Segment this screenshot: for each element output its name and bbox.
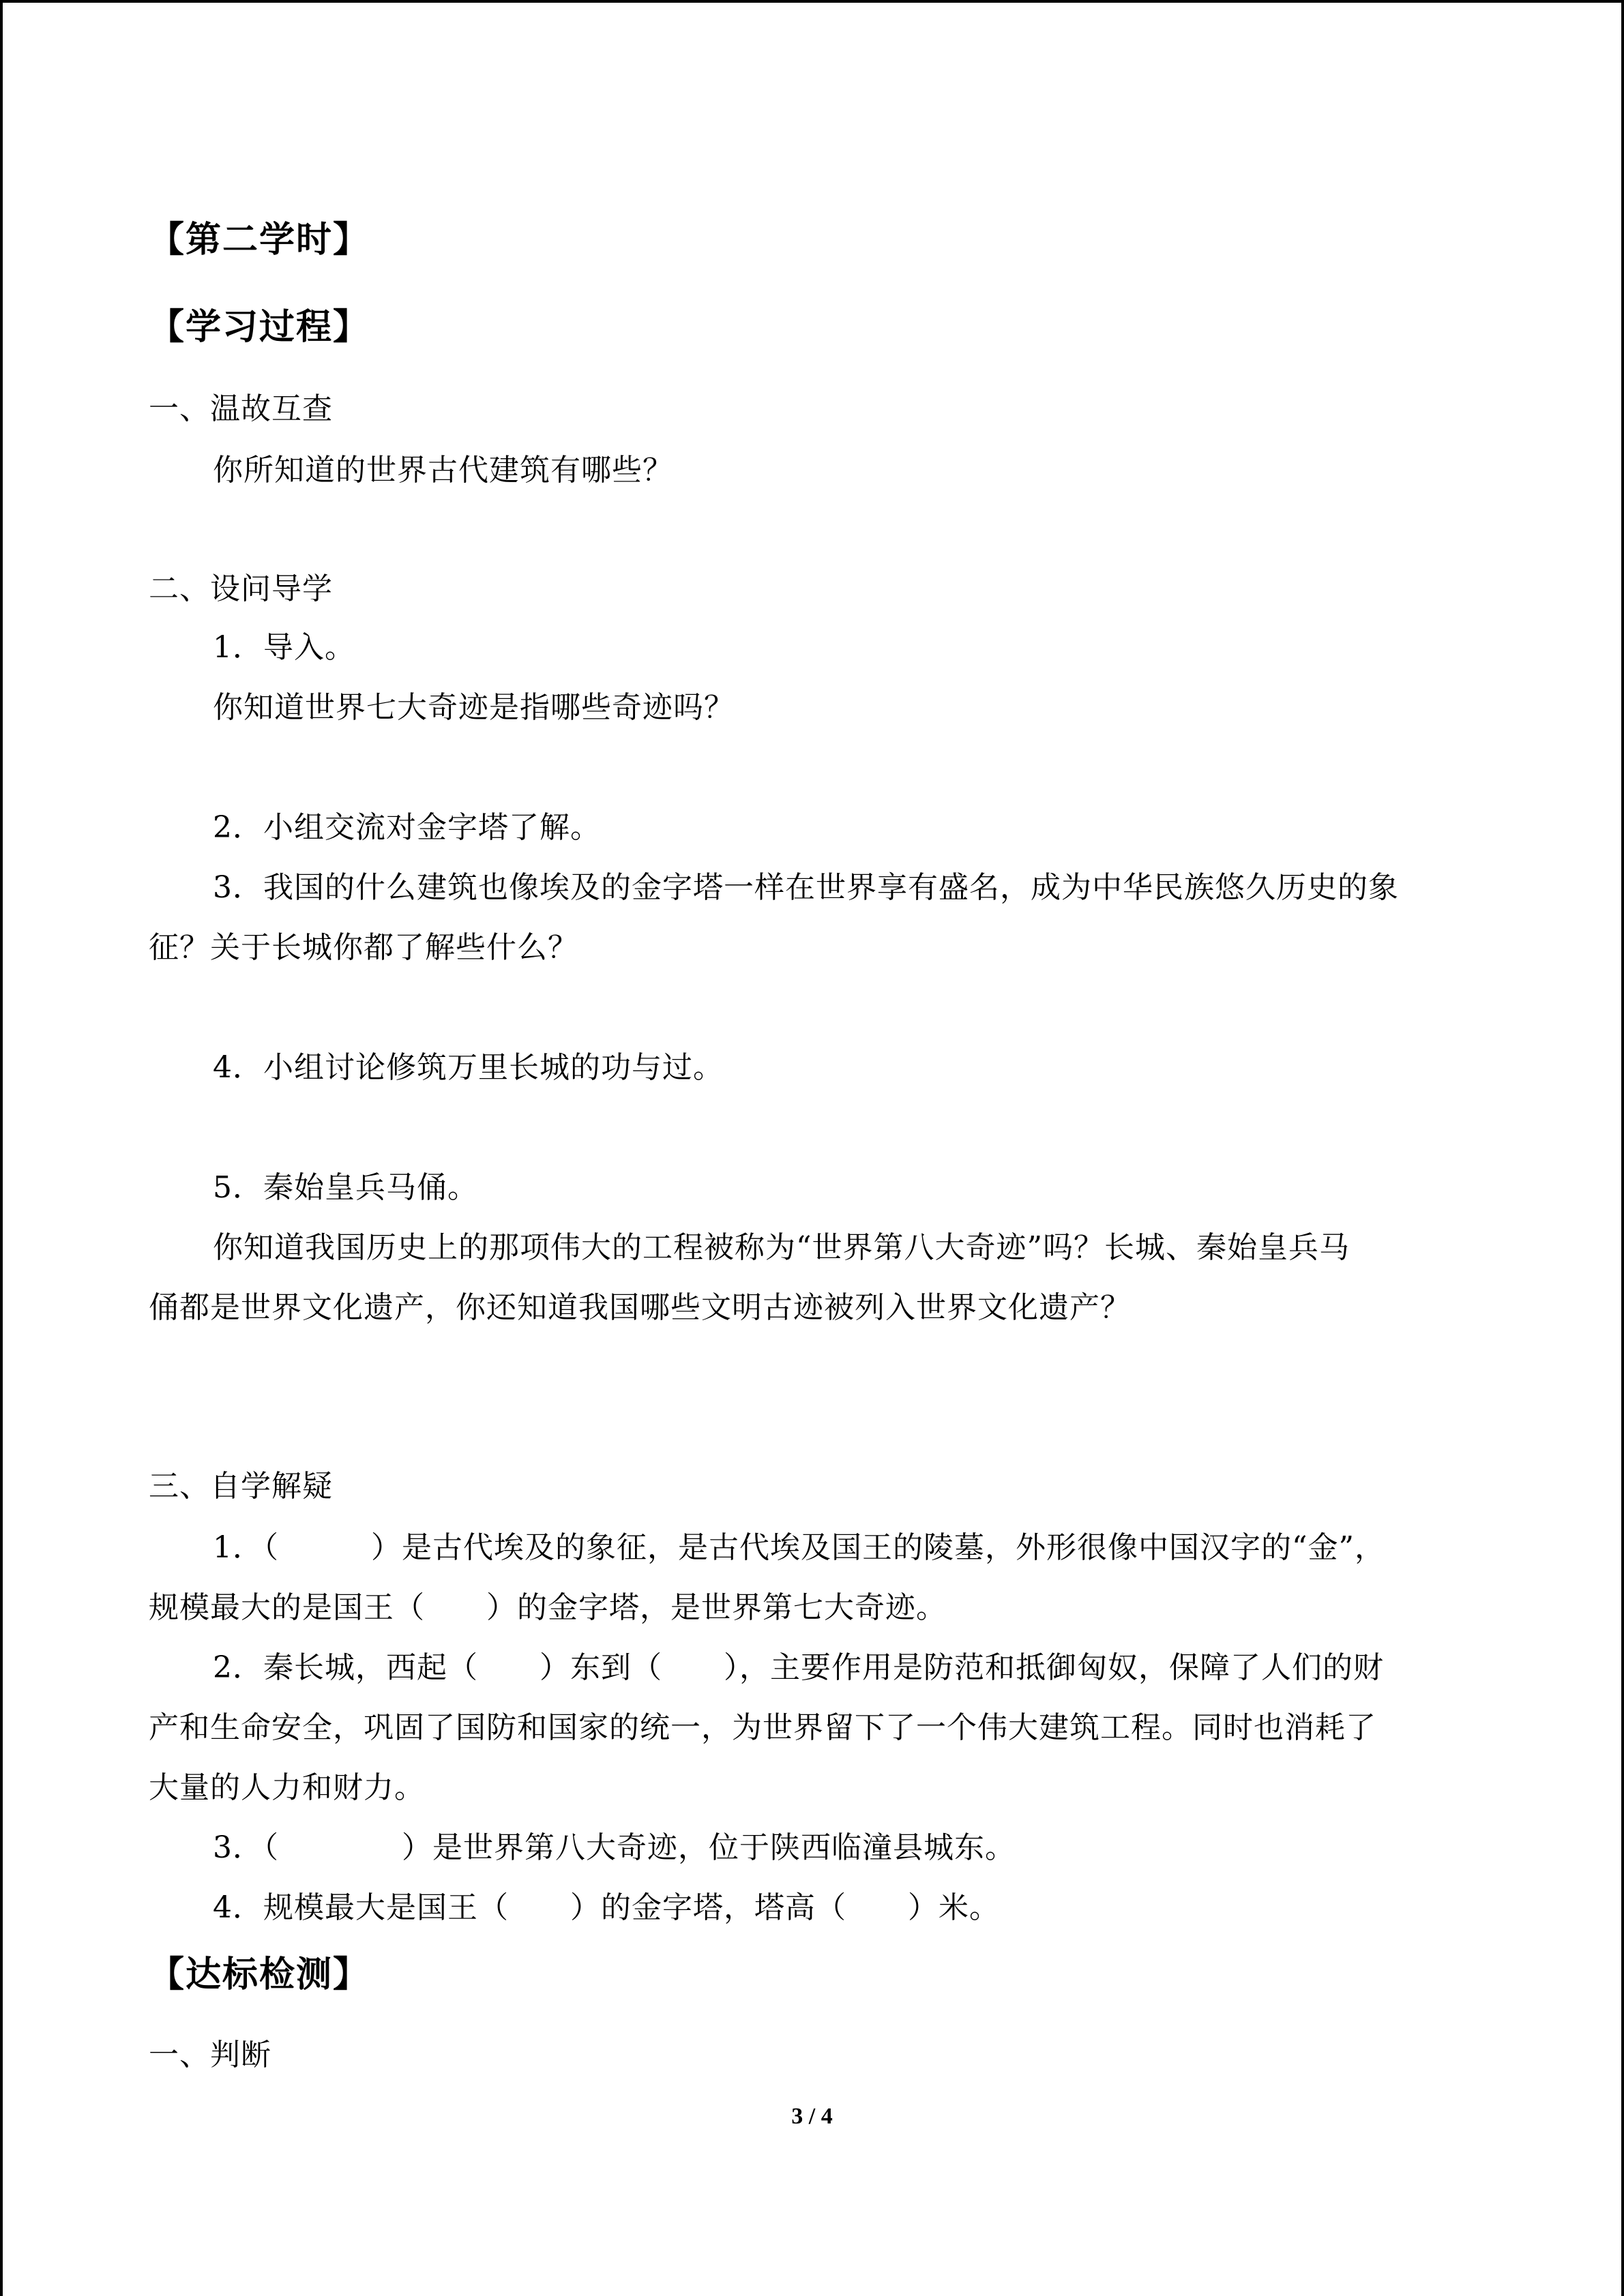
self-study-item-2-line2: 产和生命安全，巩固了国防和国家的统一，为世界留下了一个伟大建筑工程。同时也消耗了 <box>149 1710 1376 1745</box>
self-study-item-3: 3．（ ）是世界第八大奇迹，位于陕西临潼县城东。 <box>213 1830 1016 1865</box>
guided-item-2: 2．小组交流对金字塔了解。 <box>213 810 601 845</box>
section-title-judgment: 一、判断 <box>149 2038 271 2072</box>
section-title-self-study: 三、自学解疑 <box>149 1469 333 1504</box>
section-title-guided: 二、设问导学 <box>149 571 333 606</box>
guided-item-5-line1: 你知道我国历史上的那项伟大的工程被称为“世界第八大奇迹”吗？长城、秦始皇兵马 <box>213 1230 1350 1265</box>
guided-item-5-line2: 俑都是世界文化遗产，你还知道我国哪些文明古迹被列入世界文化遗产？ <box>149 1290 1131 1325</box>
guided-item-3-line2: 征？关于长城你都了解些什么？ <box>149 930 578 965</box>
self-study-item-1-line2: 规模最大的是国王（ ）的金字塔，是世界第七大奇迹。 <box>149 1590 947 1625</box>
self-study-item-1-line1: 1．（ ）是古代埃及的象征，是古代埃及国王的陵墓，外形很像中国汉字的“金”， <box>213 1530 1385 1565</box>
section-title-review: 一、温故互查 <box>149 391 333 426</box>
self-study-item-4: 4．规模最大是国王（ ）的金字塔，塔高（ ）米。 <box>213 1890 1000 1925</box>
page-border-right <box>1621 0 1624 2296</box>
guided-item-3-line1: 3．我国的什么建筑也像埃及的金字塔一样在世界享有盛名，成为中华民族悠久历史的象 <box>213 870 1399 905</box>
page-border-left <box>0 0 3 2296</box>
guided-item-1-question: 你知道世界七大奇迹是指哪些奇迹吗？ <box>213 690 735 725</box>
review-question: 你所知道的世界古代建筑有哪些？ <box>213 453 673 488</box>
page-number: 3 / 4 <box>791 2104 833 2129</box>
heading-assessment: 【达标检测】 <box>149 1954 370 1995</box>
guided-item-5: 5．秦始皇兵马俑。 <box>213 1170 478 1205</box>
guided-item-1: 1．导入。 <box>213 630 355 665</box>
heading-second-lesson: 【第二学时】 <box>149 219 370 260</box>
heading-learning-process: 【学习过程】 <box>149 306 370 348</box>
self-study-item-2-line1: 2．秦长城，西起（ ）东到（ ），主要作用是防范和抵御匈奴，保障了人们的财 <box>213 1650 1384 1685</box>
guided-item-4: 4．小组讨论修筑万里长城的功与过。 <box>213 1050 724 1085</box>
page-border-top <box>0 0 1624 3</box>
self-study-item-2-line3: 大量的人力和财力。 <box>149 1770 425 1805</box>
